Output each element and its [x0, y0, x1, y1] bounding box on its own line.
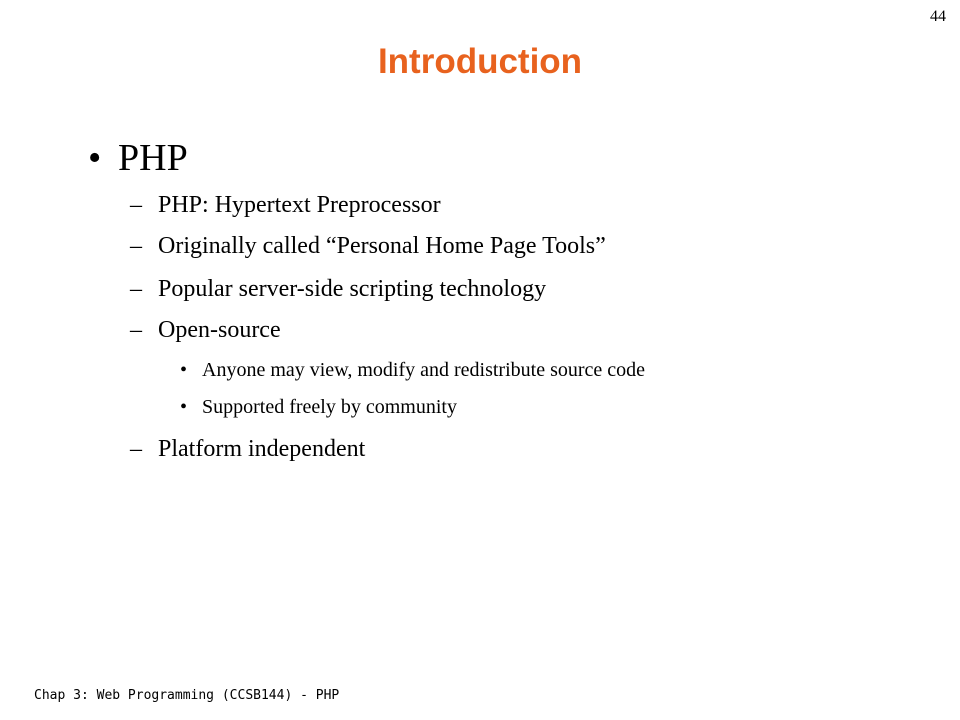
sub-item-originally-called	[130, 233, 606, 260]
bullet-marker: •	[180, 359, 188, 381]
main-bullet-text: PHP	[118, 137, 188, 179]
page-number: 44	[930, 8, 946, 25]
dash-marker: –	[130, 436, 142, 462]
dash-marker: –	[130, 317, 142, 343]
dash-marker: –	[130, 276, 142, 302]
sub-item-open-source	[130, 317, 281, 344]
nested-item-anyone-may-view	[180, 359, 645, 382]
bullet-marker: •	[180, 396, 188, 418]
bullet-marker: •	[88, 137, 102, 179]
main-bullet	[88, 136, 188, 180]
sub-item-hypertext-preprocessor	[130, 192, 441, 219]
sub-item-text: Platform independent	[158, 436, 366, 462]
dash-marker: –	[130, 233, 142, 259]
sub-item-text: Originally called “Personal Home Page Tools”	[158, 233, 606, 259]
nested-item-text: Anyone may view, modify and redistribute source code	[202, 359, 646, 381]
sub-item-text: PHP: Hypertext Preprocessor	[158, 192, 441, 218]
sub-item-text: Open-source	[158, 317, 281, 343]
dash-marker: –	[130, 192, 142, 218]
nested-item-text: Supported freely by community	[202, 396, 457, 418]
nested-item-supported-freely	[180, 396, 457, 419]
sub-item-platform-independent	[130, 436, 365, 463]
slide-footer: Chap 3: Web Programming (CCSB144) - PHP	[34, 688, 340, 703]
slide-title: Introduction	[377, 42, 583, 81]
sub-item-popular-scripting	[130, 276, 546, 303]
sub-item-text: Popular server-side scripting technology	[158, 276, 547, 302]
